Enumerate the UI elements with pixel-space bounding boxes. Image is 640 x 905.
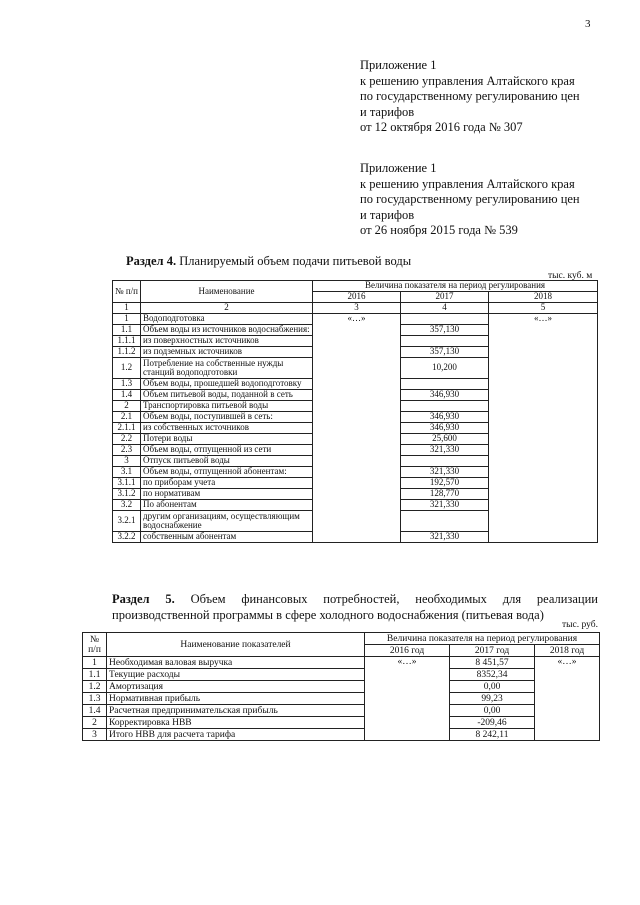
appendix-line: Приложение 1 xyxy=(360,58,437,72)
header-num: № п/п xyxy=(83,633,107,657)
header-year: 2016 год xyxy=(365,645,450,657)
value-2018: «…» xyxy=(489,314,598,543)
header-name: Наименование показателей xyxy=(107,633,365,657)
table-row xyxy=(83,729,600,741)
appendix-line: от 26 ноября 2015 года № 539 xyxy=(360,223,518,237)
header-year: 2017 xyxy=(401,292,489,303)
header-value: Величина показателя на период регулирования xyxy=(313,281,598,292)
appendix-line: и тарифов xyxy=(360,207,415,222)
value-2017: 321,330 xyxy=(401,500,489,511)
value-2017: 0,00 xyxy=(450,705,535,717)
row-number: 1.2 xyxy=(83,681,107,693)
value-2017: 10,200 xyxy=(401,358,489,379)
value-2017: -209,46 xyxy=(450,717,535,729)
row-number: 2.2 xyxy=(113,434,141,445)
row-name: Отпуск питьевой воды xyxy=(141,456,313,467)
column-number: 5 xyxy=(489,303,598,314)
section4-title-bold: Раздел 4. xyxy=(126,254,177,268)
appendix-line: и тарифов xyxy=(360,104,415,119)
row-number: 1.1.2 xyxy=(113,347,141,358)
header-year: 2018 год xyxy=(535,645,600,657)
row-name: Транспортировка питьевой воды xyxy=(141,401,313,412)
header-name: Наименование xyxy=(141,281,313,303)
row-number: 2.3 xyxy=(113,445,141,456)
row-name: другим организациям, осуществляющим водоснабжение xyxy=(141,511,313,532)
value-2017 xyxy=(401,456,489,467)
row-number: 1.1 xyxy=(83,669,107,681)
value-2018: «…» xyxy=(535,657,600,741)
row-number: 1 xyxy=(83,657,107,669)
row-number: 3.2 xyxy=(113,500,141,511)
value-2017: 192,570 xyxy=(401,478,489,489)
row-name: Итого НВВ для расчета тарифа xyxy=(107,729,365,741)
appendix-line: к решению управления Алтайского края xyxy=(360,73,575,88)
value-2017: 8352,34 xyxy=(450,669,535,681)
section4-title-text: Планируемый объем подачи питьевой воды xyxy=(176,254,412,268)
row-number: 1.4 xyxy=(113,390,141,401)
value-2017: 128,770 xyxy=(401,489,489,500)
row-number: 2 xyxy=(113,401,141,412)
section5-table xyxy=(82,632,600,741)
table-row xyxy=(113,314,598,325)
value-2017: 321,330 xyxy=(401,445,489,456)
section5-unit: тыс. руб. xyxy=(562,620,598,630)
value-2017 xyxy=(401,314,489,325)
value-2017: 0,00 xyxy=(450,681,535,693)
value-2017: 8 451,57 xyxy=(450,657,535,669)
row-name: из поверхностных источников xyxy=(141,336,313,347)
table-row xyxy=(83,717,600,729)
row-number: 2 xyxy=(83,717,107,729)
value-2017 xyxy=(401,401,489,412)
table-row xyxy=(83,669,600,681)
row-number: 2.1 xyxy=(113,412,141,423)
value-2017: 346,930 xyxy=(401,412,489,423)
header-year: 2016 xyxy=(313,292,401,303)
value-2017: 8 242,11 xyxy=(450,729,535,741)
value-2017 xyxy=(401,336,489,347)
table-row xyxy=(83,657,600,669)
row-number: 3.1 xyxy=(113,467,141,478)
table-row xyxy=(83,705,600,717)
section5-title-bold: Раздел 5. xyxy=(112,592,175,606)
row-name: Амортизация xyxy=(107,681,365,693)
value-2017 xyxy=(401,511,489,532)
row-name: из собственных источников xyxy=(141,423,313,434)
column-number: 1 xyxy=(113,303,141,314)
column-number: 3 xyxy=(313,303,401,314)
appendix-line: Приложение 1 xyxy=(360,161,437,175)
header-year: 2018 xyxy=(489,292,598,303)
value-2017: 25,600 xyxy=(401,434,489,445)
row-name: Расчетная предпринимательская прибыль xyxy=(107,705,365,717)
section5-title xyxy=(112,592,598,623)
row-name: Объем воды из источников водоснабжения: xyxy=(141,325,313,336)
value-2016: «…» xyxy=(313,314,401,543)
row-number: 3 xyxy=(113,456,141,467)
row-name: Потребление на собственные нужды станций водоподготовки xyxy=(141,358,313,379)
table-row xyxy=(83,693,600,705)
row-name: по приборам учета xyxy=(141,478,313,489)
value-2017: 346,930 xyxy=(401,423,489,434)
row-number: 1 xyxy=(113,314,141,325)
row-name: Корректировка НВВ xyxy=(107,717,365,729)
header-num: № п/п xyxy=(113,281,141,303)
appendix-line: от 12 октября 2016 года № 307 xyxy=(360,120,523,134)
section4-table xyxy=(112,280,598,543)
row-number: 1.3 xyxy=(83,693,107,705)
row-name: Необходимая валовая выручка xyxy=(107,657,365,669)
row-number: 2.1.1 xyxy=(113,423,141,434)
page-number: 3 xyxy=(585,18,591,30)
appendix-line: к решению управления Алтайского края xyxy=(360,176,575,191)
table-row xyxy=(83,681,600,693)
header-value: Величина показателя на период регулирования xyxy=(365,633,600,645)
row-number: 3.2.1 xyxy=(113,511,141,532)
row-name: собственным абонентам xyxy=(141,532,313,543)
appendix-current xyxy=(360,58,580,136)
row-name: Нормативная прибыль xyxy=(107,693,365,705)
appendix-previous xyxy=(360,161,580,239)
header-year: 2017 год xyxy=(450,645,535,657)
value-2017: 357,130 xyxy=(401,347,489,358)
row-name: Потери воды xyxy=(141,434,313,445)
row-number: 1.1.1 xyxy=(113,336,141,347)
section5-title-text: Объем финансовых потребностей, необходимых для реализации производственной программы в сфере холодного водоснабжения (питьевая вода) xyxy=(112,592,598,622)
value-2017: 346,930 xyxy=(401,390,489,401)
row-name: Объем воды, отпущенной абонентам: xyxy=(141,467,313,478)
row-name: По абонентам xyxy=(141,500,313,511)
row-name: Объем воды, прошедшей водоподготовку xyxy=(141,379,313,390)
row-number: 3.1.2 xyxy=(113,489,141,500)
row-name: Объем воды, поступившей в сеть: xyxy=(141,412,313,423)
row-number: 3.2.2 xyxy=(113,532,141,543)
row-name: Текущие расходы xyxy=(107,669,365,681)
value-2017: 99,23 xyxy=(450,693,535,705)
value-2017 xyxy=(401,379,489,390)
row-name: Объем воды, отпущенной из сети xyxy=(141,445,313,456)
row-name: из подземных источников xyxy=(141,347,313,358)
row-number: 3 xyxy=(83,729,107,741)
column-number: 4 xyxy=(401,303,489,314)
column-number: 2 xyxy=(141,303,313,314)
row-number: 1.3 xyxy=(113,379,141,390)
row-number: 1.2 xyxy=(113,358,141,379)
row-name: Водоподготовка xyxy=(141,314,313,325)
section4-title xyxy=(126,254,411,270)
section4-unit: тыс. куб. м xyxy=(548,271,593,281)
row-number: 3.1.1 xyxy=(113,478,141,489)
value-2016: «…» xyxy=(365,657,450,741)
row-number: 1.1 xyxy=(113,325,141,336)
appendix-line: по государственному регулированию цен xyxy=(360,192,580,206)
value-2017: 321,330 xyxy=(401,532,489,543)
value-2017: 321,330 xyxy=(401,467,489,478)
row-name: по нормативам xyxy=(141,489,313,500)
row-number: 1.4 xyxy=(83,705,107,717)
value-2017: 357,130 xyxy=(401,325,489,336)
row-name: Объем питьевой воды, поданной в сеть xyxy=(141,390,313,401)
appendix-line: по государственному регулированию цен xyxy=(360,89,580,103)
